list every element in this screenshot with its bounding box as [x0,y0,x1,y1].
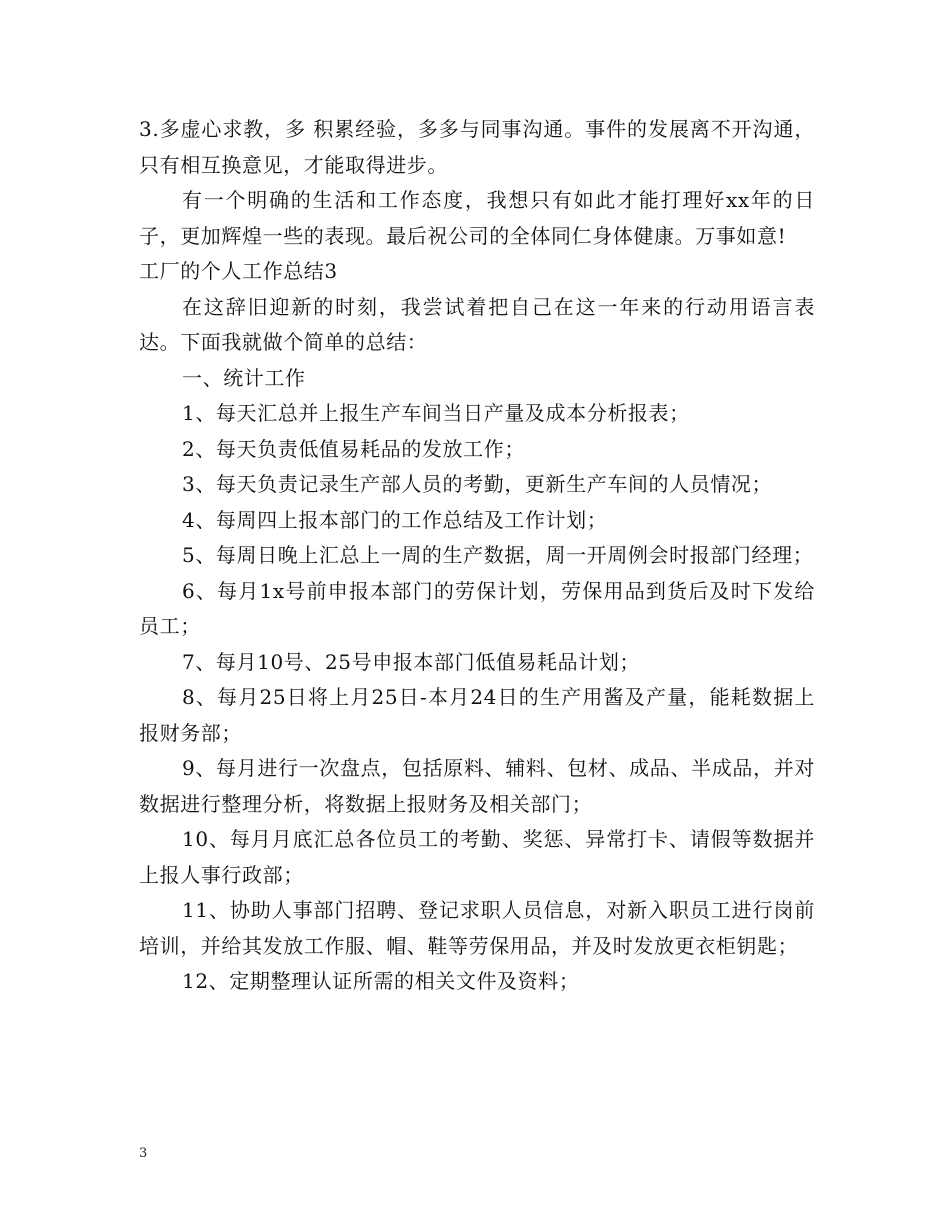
section-heading: 工厂的个人工作总结3 [139,259,338,283]
list-item: 7、每月10号、25号申报本部门低值易耗品计划； [182,649,641,674]
paragraph: 有一个明确的生活和工作态度，我想只有如此才能打理好xx年的日子，更加辉煌一些的表现。最后祝公司的全体同仁身体健康。万事如意! [139,188,815,248]
list-item: 12、定期整理认证所需的相关文件及资料； [182,969,580,993]
subsection-heading: 一、统计工作 [182,365,306,390]
list-item: 8、每月25日将上月25日-本月24日的生产用酱及产量，能耗数据上报财务部； [139,685,815,745]
list-item: 2、每天负责低值易耗品的发放工作； [182,436,525,461]
list-item: 5、每周日晚上汇总上一周的生产数据，周一开周例会时报部门经理； [182,543,814,567]
list-item: 11、协助人事部门招聘、登记求职人员信息，对新入职员工进行岗前培训，并给其发放工作服、帽、鞋等劳保用品，并及时发放更衣柜钥匙； [139,898,815,958]
list-item: 9、每月进行一次盘点，包括原料、辅料、包材、成品、半成品，并对数据进行整理分析，将数据上报财务及相关部门； [139,756,815,816]
paragraph: 3.多虚心求教，多 积累经验，多多与同事沟通。事件的发展离不开沟通，只有相互换意见，才能取得进步。 [139,117,815,177]
list-item: 4、每周四上报本部门的工作总结及工作计划； [182,507,608,532]
list-item: 1、每天汇总并上报生产车间当日产量及成本分析报表； [182,401,690,425]
document-body [139,112,815,1000]
list-item: 6、每月1x号前申报本部门的劳保计划，劳保用品到货后及时下发给员工； [139,578,815,638]
list-item: 10、每月月底汇总各位员工的考勤、奖惩、异常打卡、请假等数据并上报人事行政部； [139,827,815,887]
paragraph: 在这辞旧迎新的时刻，我尝试着把自己在这一年来的行动用语言表达。下面我就做个简单的总结： [139,294,815,354]
list-item: 3、每天负责记录生产部人员的考勤，更新生产车间的人员情况； [182,472,773,496]
page-number: 3 [139,1146,148,1161]
